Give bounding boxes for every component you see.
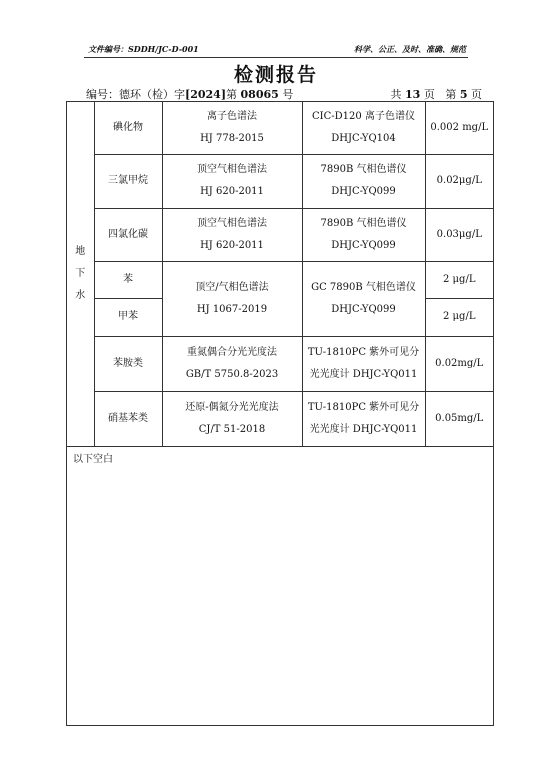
- item-cell: 碘化物: [94, 102, 162, 154]
- limit-cell: 2 μg/L: [425, 261, 493, 298]
- instrument-cell: TU-1810PC 紫外可见分 光光度计 DHJC-YQ011: [302, 336, 425, 391]
- method-cell: 还原-偶氮分光光度法 CJ/T 51-2018: [162, 391, 302, 446]
- item-cell: 甲苯: [94, 298, 162, 336]
- method-cell: 离子色谱法 HJ 778-2015: [162, 102, 302, 154]
- limit-cell: 0.02mg/L: [425, 336, 493, 391]
- table-row: [67, 391, 493, 446]
- blank-remark: 以下空白: [73, 454, 113, 465]
- motto: 科学、公正、及时、准确、规范: [354, 44, 466, 54]
- table-row: [67, 154, 493, 208]
- category-cell: 地 下 水: [67, 102, 94, 446]
- instrument-cell: CIC-D120 离子色谱仪 DHJC-YQ104: [302, 102, 425, 154]
- method-cell: 重氮偶合分光光度法 GB/T 5750.8-2023: [162, 336, 302, 391]
- limit-cell: 0.02μg/L: [425, 154, 493, 208]
- item-cell: 四氯化碳: [94, 208, 162, 261]
- instrument-cell: 7890B 气相色谱仪 DHJC-YQ099: [302, 154, 425, 208]
- table-row: [67, 208, 493, 261]
- limit-cell: 0.03μg/L: [425, 208, 493, 261]
- method-cell: 顶空气相色谱法 HJ 620-2011: [162, 208, 302, 261]
- instrument-cell: GC 7890B 气相色谱仪 DHJC-YQ099: [302, 261, 425, 336]
- instrument-cell: 7890B 气相色谱仪 DHJC-YQ099: [302, 208, 425, 261]
- table-row: [67, 336, 493, 391]
- limit-cell: 2 μg/L: [425, 298, 493, 336]
- table-row: [67, 102, 493, 154]
- item-cell: 三氯甲烷: [94, 154, 162, 208]
- page-title: 检测报告: [233, 64, 318, 86]
- table-row: [67, 261, 493, 298]
- report-number: 编号：德环（检）字[2024]第 08065 号: [86, 88, 294, 101]
- page-count: 共 13 页 第 5 页: [390, 88, 482, 101]
- instrument-cell: TU-1810PC 紫外可见分 光光度计 DHJC-YQ011: [302, 391, 425, 446]
- method-cell: 顶空气相色谱法 HJ 620-2011: [162, 154, 302, 208]
- limit-cell: 0.002 mg/L: [425, 102, 493, 154]
- item-cell: 苯: [94, 261, 162, 298]
- limit-cell: 0.05mg/L: [425, 391, 493, 446]
- item-cell: 苯胺类: [94, 336, 162, 391]
- item-cell: 硝基苯类: [94, 391, 162, 446]
- file-number: 文件编号：SDDH/JC-D-001: [88, 44, 199, 54]
- method-cell: 顶空/气相色谱法 HJ 1067-2019: [162, 261, 302, 336]
- method-table: [67, 102, 493, 447]
- header-divider: [84, 57, 468, 58]
- report-frame: [66, 101, 494, 726]
